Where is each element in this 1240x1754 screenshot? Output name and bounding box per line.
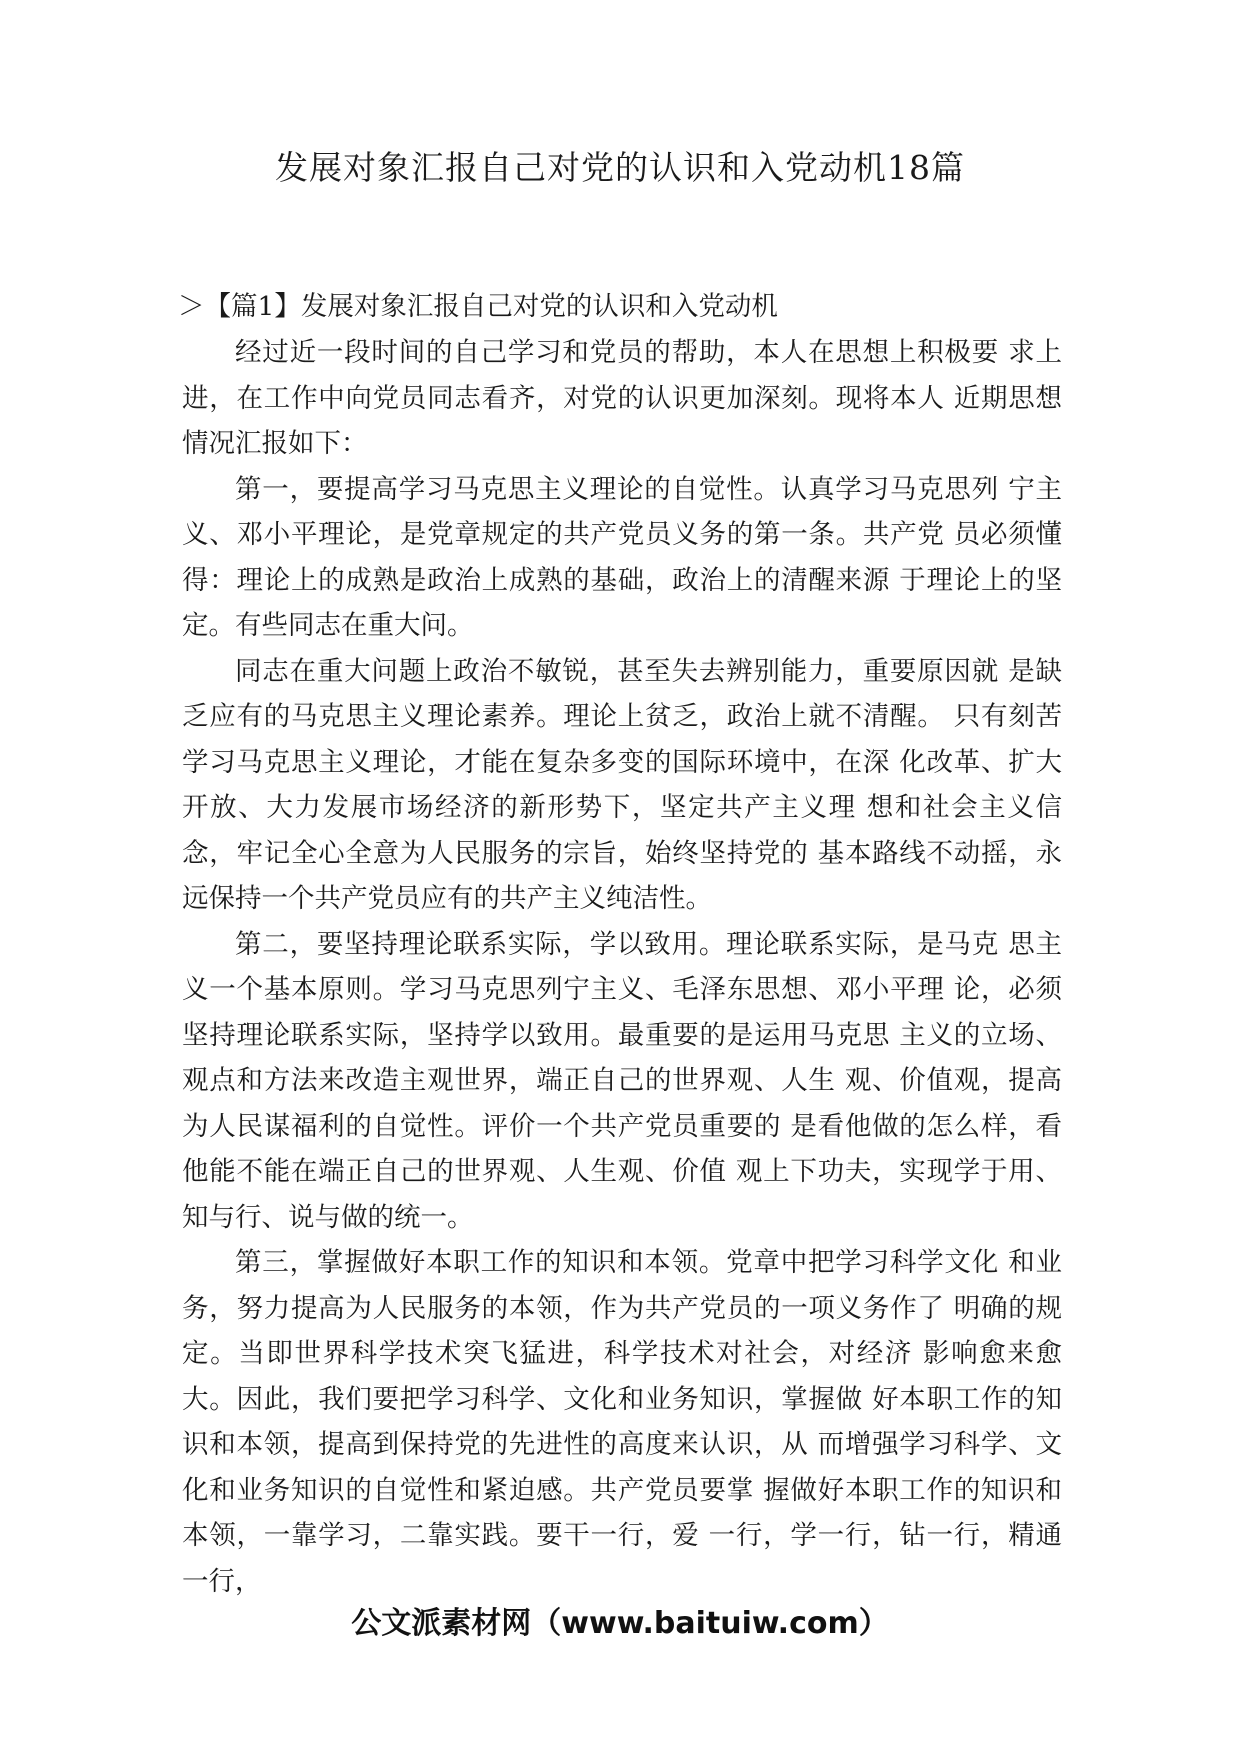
paragraph-second-point: 第二，要坚持理论联系实际，学以致用。理论联系实际，是马克 思主义一个基本原则。学习马克思列宁主义、毛泽东思想、邓小平理 论，必须坚持理论联系实际，坚持学以致用。最重要的是运用马克思 主义的立场、观点和方法来改造主观世界，端正自己的世界观、人生 观、价值观，提高为人民谋福利的自觉性。评价一个共产党员重要的 是看他做的怎么样，看他能不能在端正自己的世界观、人生观、价值 观上下功夫，实现学于用、知与行、说与做的统一。 (182, 928, 1062, 1233)
document-title: 发展对象汇报自己对党的认识和入党动机18篇 (275, 148, 965, 187)
paragraph-first-point: 第一，要提高学习马克思主义理论的自觉性。认真学习马克思列 宁主义、邓小平理论，是党章规定的共产党员义务的第一条。共产党 员必须懂得：理论上的成熟是政治上成熟的基础，政治上的清醒来源 于理论上的坚定。有些同志在重大问。 (182, 473, 1062, 641)
paragraph-third-point: 第三，掌握做好本职工作的知识和本领。党章中把学习科学文化 和业务，努力提高为人民服务的本领，作为共产党员的一项义务作了 明确的规定。当即世界科学技术突飞猛进，科学技术对社会，对经济 影响愈来愈大。因此，我们要把学习科学、文化和业务知识，掌握做 好本职工作的知识和本领，提高到保持党的先进性的高度来认识，从 而增强学习科学、文化和业务知识的自觉性和紧迫感。共产党员要掌 握做好本职工作的知识和本领，一靠学习，二靠实践。要干一行，爱 一行，学一行，钻一行，精通一行， (182, 1247, 1062, 1597)
document-body (182, 330, 1062, 1604)
paragraph-intro: 经过近一段时间的自己学习和党员的帮助，本人在思想上积极要 求上进，在工作中向党员同志看齐，对党的认识更加深刻。现将本人 近期思想情况汇报如下： (182, 337, 1062, 459)
footer-site-watermark: 公文派素材网（www.baituiw.com） (351, 1606, 889, 1641)
section-heading: ＞【篇1】发展对象汇报自己对党的认识和入党动机 (178, 291, 778, 322)
paragraph-first-point-continued: 同志在重大问题上政治不敏锐，甚至失去辨别能力，重要原因就 是缺乏应有的马克思主义理论素养。理论上贫乏，政治上就不清醒。 只有刻苦学习马克思主义理论，才能在复杂多变的国际环境中，在深 化改革、扩大开放、大力发展市场经济的新形势下，坚定共产主义理 想和社会主义信念，牢记全心全意为人民服务的宗旨，始终坚持党的 基本路线不动摇，永远保持一个共产党员应有的共产主义纯洁性。 (182, 655, 1062, 914)
